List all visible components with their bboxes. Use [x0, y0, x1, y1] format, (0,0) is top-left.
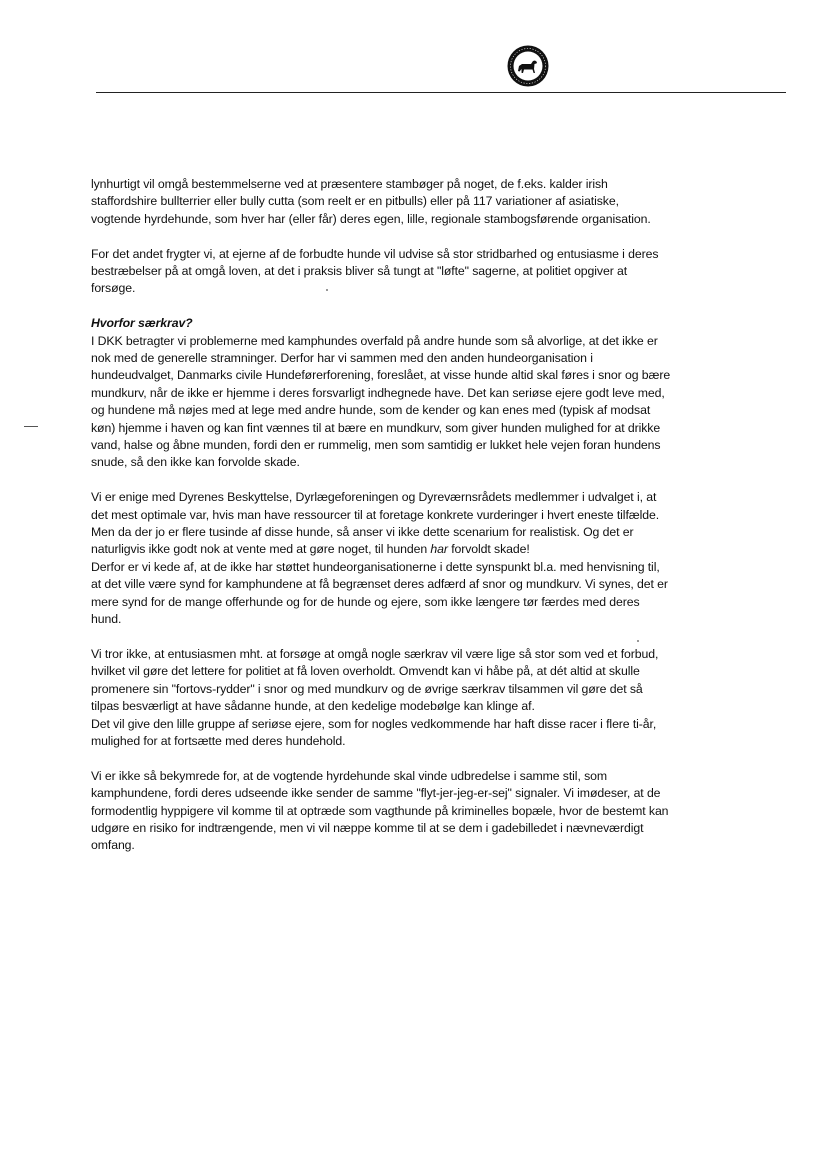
text-line: Vi tror ikke, at entusiasmen mht. at forsøge at omgå nogle særkrav vil være lige så stor som ved et forbud,	[91, 646, 659, 661]
document-body	[91, 176, 741, 872]
text-line: Derfor er vi kede af, at de ikke har støttet hundeorganisationerne i dette synspunkt bl.a. med henvisning til,	[91, 559, 660, 574]
text-line: Vi er enige med Dyrenes Beskyttelse, Dyrlægeforeningen og Dyreværnsrådets medlemmer i udvalget i, at	[91, 490, 657, 505]
text-line: formodentlig hyppigere vil komme til at optræde som vagthunde på kriminelles bopæle, hvor de bestemt kan	[91, 803, 669, 818]
text-line: udgøre en risiko for indtrængende, men vi vil næppe komme til at se dem i gadebilledet i nævneværdigt	[91, 820, 644, 835]
paragraph	[91, 646, 741, 750]
paragraph	[91, 176, 741, 228]
text-line: promenere sin "fortovs-rydder" i snor og med mundkurv og de øvrige særkrav tilsammen vil gøre det så	[91, 681, 643, 696]
header-divider	[96, 92, 786, 93]
text-line: naturligvis ikke godt nok at vente med at gøre noget, til hunden har forvoldt skade!	[91, 542, 530, 557]
text-line: vogtende hyrdehunde, som hver har (eller får) deres egen, lille, regionale stambogsførende organisation.	[91, 211, 651, 226]
text-line: mulighed for at fortsætte med deres hundehold.	[91, 733, 346, 748]
text-line: snude, så den ikke kan forvolde skade.	[91, 455, 300, 470]
text-line: vand, halse og åbne munden, fordi den er rummelig, men som samtidig er lukket hele vejen foran hundens	[91, 438, 661, 453]
text-line: staffordshire bullterrier eller bully cutta (som reelt er en pitbulls) eller på 117 variationer af asiatiske,	[91, 194, 619, 209]
text-line: køn) hjemme i haven og kan fint vænnes til at bære en mundkurv, som giver hunden mulighed for at drikke	[91, 420, 661, 435]
text-line: hvilket vil gøre det lettere for politiet at få loven overholdt. Omvendt kan vi håbe på, at dét altid at skulle	[91, 664, 640, 679]
text-line: lynhurtigt vil omgå bestemmelserne ved at præsentere stambøger på noget, de f.eks. kalder irish	[91, 177, 608, 191]
text-line: I DKK betragter vi problemerne med kamphundes overfald på andre hunde som så alvorlige, at det ikke er	[91, 333, 658, 348]
text-line: hundeudvalget, Danmarks civile Hundeførerforening, foreslået, at visse hunde altid skal føres i snor og bære	[91, 368, 671, 383]
paragraph	[91, 768, 741, 855]
margin-mark	[24, 426, 38, 427]
text-line: hund.	[91, 612, 122, 627]
text-line: For det andet frygter vi, at ejerne af de forbudte hunde vil udvise så stor stridbarhed og entusiasme i deres	[91, 246, 659, 261]
text-line: tilpas besværligt at have sådanne hunde, at den kedelige modebølge kan klinge af.	[91, 699, 535, 714]
section-heading: Hvorfor særkrav?	[91, 316, 193, 331]
paragraph	[91, 489, 741, 628]
text-line: det mest optimale var, hvis man have ressourcer til at foretage konkrete vurderinger i hvert eneste tilfælde.	[91, 507, 660, 522]
text-line: bestræbelser på at omgå loven, at det i praksis bliver så tungt at "løfte" sagerne, at politiet opgiver at	[91, 264, 628, 279]
text-line: nok med de generelle stramninger. Derfor har vi sammen med den anden hundeorganisation i	[91, 351, 593, 366]
text-line: og hundene må nøjes med at lege med andre hunde, som de kender og kan enes med (typisk af modsat	[91, 403, 651, 418]
text-line: at det ville være synd for kamphundene at få begrænset deres adfærd af snor og mundkurv. Vi synes, det er	[91, 577, 668, 592]
text-line: omfang.	[91, 838, 135, 853]
text-line: forsøge.	[91, 281, 136, 296]
text-line: Men da der jo er flere tusinde af disse hunde, så anser vi ikke dette scenarium for realistisk. Og det er	[91, 525, 634, 540]
paragraph	[91, 315, 741, 472]
text-line: kamphundene, fordi deres udseende ikke sender de samme "flyt-jer-jeg-er-sej" signaler. Vi imødeser, at de	[91, 786, 661, 801]
text-line: mundkurv, når de ikke er hjemme i deres forsvarligt indhegnede have. Det kan seriøse ejere godt leve med,	[91, 385, 665, 400]
paragraph	[91, 246, 741, 298]
dog-club-seal-icon	[506, 44, 550, 88]
text-line: Det vil give den lille gruppe af seriøse ejere, som for nogles vedkommende har haft disse racer i flere ti-år,	[91, 716, 657, 731]
text-line: Vi er ikke så bekymrede for, at de vogtende hyrdehunde skal vinde udbredelse i samme stil, som	[91, 768, 608, 783]
text-line: mere synd for de mange offerhunde og for de hunde og ejere, som ikke længere tør færdes med deres	[91, 594, 640, 609]
